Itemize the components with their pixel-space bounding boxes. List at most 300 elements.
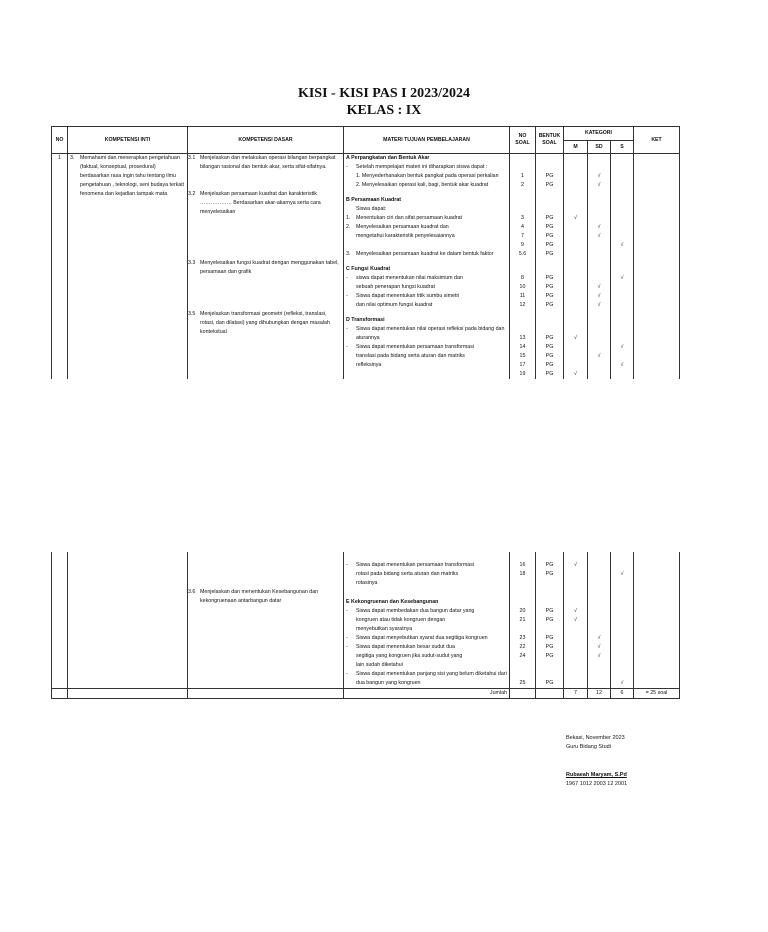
bentuk-soal: PG: [545, 617, 554, 623]
kategori-m-cell: [564, 370, 588, 379]
kategori-m-mark: √: [574, 215, 577, 221]
no-soal: 25: [519, 680, 526, 686]
materi-bullet: -: [346, 275, 348, 281]
ket-cell: [634, 616, 680, 625]
total-empty-no: [52, 689, 68, 699]
materi-text: Siswa dapat menentukan nilai operasi refleksi pada bidang dan aturannya: [356, 326, 505, 341]
materi-cell: [344, 343, 510, 352]
no-soal-cell: [510, 579, 536, 588]
materi-item: [346, 232, 507, 241]
bentuk-soal: PG: [545, 362, 554, 368]
kategori-s-cell: [611, 223, 634, 232]
kategori-s-cell: [611, 205, 634, 214]
materi-cell: [344, 310, 510, 325]
materi-item: [346, 352, 507, 361]
kategori-s-cell: [611, 634, 634, 643]
kategori-sd-mark: √: [597, 182, 601, 188]
no-soal: 14: [519, 344, 526, 350]
materi-item: [346, 292, 507, 301]
kategori-sd-mark: √: [597, 644, 601, 650]
bentuk-soal-cell: [536, 241, 564, 250]
no-soal: 7: [521, 233, 524, 239]
kd-number: 3.3: [188, 260, 196, 266]
materi-cell: [344, 607, 510, 616]
kategori-sd-cell: [588, 223, 611, 232]
kategori-s-cell: [611, 579, 634, 588]
kompetensi-inti-number: 3.: [70, 155, 75, 161]
kategori-m-cell: [564, 214, 588, 223]
bentuk-soal: PG: [545, 608, 554, 614]
no-soal-cell: [510, 190, 536, 205]
kategori-sd-cell: [588, 607, 611, 616]
bentuk-soal: PG: [545, 302, 554, 308]
kategori-sd-cell: [588, 661, 611, 670]
kategori-m-cell: [564, 588, 588, 607]
materi-cell: [344, 232, 510, 241]
no-soal-cell: [510, 616, 536, 625]
kategori-sd-mark: √: [597, 233, 601, 239]
no-soal-cell: [510, 172, 536, 181]
bentuk-soal: PG: [545, 284, 554, 290]
materi-heading: B Persamaan Kuadrat: [346, 197, 402, 203]
kategori-m-cell: [564, 172, 588, 181]
ket-cell: [634, 310, 680, 325]
header-sd: SD: [588, 141, 611, 154]
total-empty-bentuk: [536, 689, 564, 699]
kategori-sd-cell: [588, 343, 611, 352]
kategori-s-cell: [611, 343, 634, 352]
bentuk-soal-cell: [536, 643, 564, 652]
kategori-sd-cell: [588, 301, 611, 310]
no-soal-cell: [510, 223, 536, 232]
bentuk-soal-cell: [536, 561, 564, 570]
bentuk-soal-cell: [536, 310, 564, 325]
total-empty-kd: [188, 689, 344, 699]
materi-bullet: [346, 570, 356, 579]
kategori-sd-cell: [588, 214, 611, 223]
kategori-s-cell: [611, 661, 634, 670]
kategori-m-cell: [564, 343, 588, 352]
kategori-s-cell: [611, 154, 634, 164]
materi-text: siswa dapat menentukan nilai maksimum dan: [356, 275, 463, 281]
materi-text: Siswa dapat menentukan persamaan transformasi: [356, 344, 475, 350]
kategori-sd-cell: [588, 325, 611, 343]
materi-cell: [344, 352, 510, 361]
materi-cell: [344, 561, 510, 570]
materi-cell: [344, 250, 510, 259]
materi-cell: [344, 588, 510, 607]
kategori-sd-mark: √: [597, 302, 601, 308]
kategori-m-cell: [564, 310, 588, 325]
materi-bullet: -: [346, 608, 348, 614]
bentuk-soal-cell: [536, 250, 564, 259]
ket-cell: [634, 325, 680, 343]
no-soal-cell: [510, 670, 536, 689]
materi-cell: [344, 172, 510, 181]
ket-cell: [634, 154, 680, 164]
header-materi: MATERI TUJUAN PEMBELAJARAN: [344, 127, 510, 154]
materi-text: dan nilai optimum fungsi kuadrat: [356, 302, 433, 308]
no-soal-cell: [510, 352, 536, 361]
materi-item: [346, 223, 507, 232]
kategori-m-cell: [564, 241, 588, 250]
no-soal: 1: [521, 173, 524, 179]
no-soal-cell: [510, 310, 536, 325]
bentuk-soal: PG: [545, 644, 554, 650]
materi-cell: [344, 643, 510, 652]
kd-text: Menjelaskan dan melakukan operasi bilangan berpangkat bilangan rasional dan bentuk akar, serta sifat-sifatnya.: [200, 155, 336, 170]
materi-item: [346, 274, 507, 283]
kompetensi-dasar-cell: [188, 259, 344, 310]
kompetensi-inti-cell: [68, 154, 188, 380]
kategori-s-cell: [611, 190, 634, 205]
no-soal: 24: [519, 653, 526, 659]
kategori-s-cell: [611, 616, 634, 625]
materi-cell: [344, 292, 510, 301]
materi-cell: [344, 634, 510, 643]
materi-text: kongruen atau tidak kongruen dengan: [356, 617, 446, 623]
table-row: [52, 154, 680, 164]
materi-text: sebuah penerapan fungsi kuadrat: [356, 284, 435, 290]
bentuk-soal: PG: [545, 233, 554, 239]
materi-text: Siswa dapat menentukan titik sumbu simetri: [356, 293, 460, 299]
ket-cell: [634, 361, 680, 370]
bentuk-soal-cell: [536, 343, 564, 352]
kategori-m-cell: [564, 163, 588, 172]
no-soal-cell: [510, 634, 536, 643]
kategori-sd-mark: √: [597, 284, 601, 290]
total-empty-no-soal: [510, 689, 536, 699]
header-bentuk-soal: BENTUK SOAL: [536, 127, 564, 154]
kategori-s-mark: √: [620, 362, 624, 368]
kd-text: Menjelaskan transformasi geometri (refleksi, translasi, rotasi, dan dilatasi) yang dihubungkan dengan masalah kontekstual: [200, 311, 330, 335]
kategori-sd-cell: [588, 172, 611, 181]
bentuk-soal: PG: [545, 344, 554, 350]
header-no: NO: [52, 127, 68, 154]
ket-cell: [634, 241, 680, 250]
materi-cell: [344, 616, 510, 625]
materi-cell: [344, 205, 510, 214]
ket-cell: [634, 661, 680, 670]
no-soal: 2: [521, 182, 524, 188]
kompetensi-dasar-cell: [188, 190, 344, 259]
kategori-sd-cell: [588, 625, 611, 634]
kategori-sd-cell: [588, 292, 611, 301]
kategori-m-cell: [564, 181, 588, 190]
kategori-sd-cell: [588, 616, 611, 625]
no-soal: 13: [519, 335, 526, 341]
materi-text: Menyelesaikan persamaan kuadrat ke dalam bentuk faktor: [356, 251, 494, 257]
bentuk-soal: PG: [545, 215, 554, 221]
kategori-sd-cell: [588, 163, 611, 172]
kategori-s-mark: √: [620, 242, 624, 248]
materi-bullet: [346, 652, 356, 661]
no-soal-cell: [510, 552, 536, 561]
ket-cell: [634, 205, 680, 214]
kompetensi-dasar: [190, 190, 341, 217]
materi-cell: [344, 579, 510, 588]
materi-text: 2. Menyelesaikan operasi kali, bagi, bentuk akar kuadrat: [356, 182, 489, 188]
no-soal-cell: [510, 259, 536, 274]
kategori-s-cell: [611, 643, 634, 652]
bentuk-soal: PG: [545, 293, 554, 299]
kategori-s-mark: √: [620, 680, 624, 686]
total-m: 7: [564, 689, 588, 699]
materi-bullet: -: [346, 293, 348, 299]
kategori-s-cell: [611, 283, 634, 292]
kategori-m-mark: √: [574, 562, 577, 568]
no-soal-cell: [510, 325, 536, 343]
materi-text: translasi pada bidang serta aturan dan matriks: [356, 353, 465, 359]
no-soal-cell: [510, 301, 536, 310]
kategori-sd-cell: [588, 652, 611, 661]
header-ket: KET: [634, 127, 680, 154]
kategori-m-cell: [564, 652, 588, 661]
kategori-s-cell: [611, 310, 634, 325]
kategori-s-cell: [611, 370, 634, 379]
materi-text: Menentukan ciri dan sifat persamaan kuadrat: [356, 215, 462, 221]
bentuk-soal-cell: [536, 588, 564, 607]
no-soal: 23: [519, 635, 526, 641]
materi-bullet: -: [346, 635, 348, 641]
materi-bullet: 1.: [346, 215, 351, 221]
total-ket: = 25 soal: [634, 689, 680, 699]
header-kategori: KATEGORI: [564, 127, 634, 141]
kategori-sd-cell: [588, 250, 611, 259]
bentuk-soal-cell: [536, 214, 564, 223]
bentuk-soal-cell: [536, 352, 564, 361]
materi-text: Menyelesaikan persamaan kuadrat dan: [356, 224, 449, 230]
bentuk-soal-cell: [536, 361, 564, 370]
bentuk-soal-cell: [536, 607, 564, 616]
kd-text: Menjelaskan persamaan kuadrat dan karakteristik ……………… Berdasarkan akar-akarnya serta cara menyelesaikan: [200, 191, 321, 215]
materi-text: Siswa dapat membedakan dua bangun datar yang: [356, 608, 475, 614]
bentuk-soal-cell: [536, 259, 564, 274]
no-soal-cell: [510, 163, 536, 172]
no-soal: 4: [521, 224, 524, 230]
materi-item: [346, 250, 507, 259]
materi-item: [346, 643, 507, 652]
kategori-sd-cell: [588, 570, 611, 579]
bentuk-soal-cell: [536, 172, 564, 181]
kategori-sd-cell: [588, 361, 611, 370]
no-soal: 8: [521, 275, 524, 281]
kategori-m-cell: [564, 325, 588, 343]
ket-cell: [634, 301, 680, 310]
kategori-m-cell: [564, 259, 588, 274]
header-kompetensi-dasar: KOMPETENSI DASAR: [188, 127, 344, 154]
document-subtitle: KELAS : IX: [346, 103, 422, 118]
kompetensi-inti: [70, 154, 185, 199]
materi-text: rotasinya: [356, 580, 378, 586]
kategori-m-cell: [564, 670, 588, 689]
bentuk-soal-cell: [536, 625, 564, 634]
kategori-s-mark: √: [620, 344, 624, 350]
bentuk-soal-cell: [536, 292, 564, 301]
bentuk-soal: PG: [545, 173, 554, 179]
materi-text: menyebutkan syaratnya: [356, 626, 413, 632]
bentuk-soal: PG: [545, 353, 554, 359]
materi-cell: [344, 190, 510, 205]
no-soal-cell: [510, 241, 536, 250]
materi-cell: [344, 241, 510, 250]
kompetensi-dasar: [190, 259, 341, 277]
materi-item: [346, 283, 507, 292]
no-soal-cell: [510, 283, 536, 292]
no-soal: 19: [519, 371, 526, 377]
kategori-s-cell: [611, 625, 634, 634]
kategori-m-cell: [564, 634, 588, 643]
materi-bullet: [346, 181, 356, 190]
materi-bullet: [346, 579, 356, 588]
no-soal-cell: [510, 181, 536, 190]
materi-item: [346, 301, 507, 310]
kategori-sd-mark: √: [597, 635, 601, 641]
materi-heading: C Fungsi Kuadrat: [346, 266, 391, 272]
bentuk-soal-cell: [536, 634, 564, 643]
ket-cell: [634, 588, 680, 607]
materi-bullet: 3.: [346, 251, 351, 257]
materi-cell: [344, 154, 510, 164]
materi-item: [346, 172, 507, 181]
kategori-sd-cell: [588, 181, 611, 190]
materi-bullet: [346, 283, 356, 292]
kategori-m-cell: [564, 661, 588, 670]
materi-item: [346, 616, 507, 625]
kategori-s-cell: [611, 652, 634, 661]
materi-bullet: -: [346, 671, 348, 677]
kategori-s-cell: [611, 163, 634, 172]
bentuk-soal-cell: [536, 670, 564, 689]
materi-cell: [344, 661, 510, 670]
kategori-sd-cell: [588, 588, 611, 607]
materi-item: [346, 670, 507, 688]
materi-bullet: [346, 616, 356, 625]
kategori-sd-cell: [588, 643, 611, 652]
kisi-table-page-1: [51, 126, 680, 379]
materi-bullet: [346, 352, 356, 361]
materi-bullet: -: [346, 562, 348, 568]
kategori-m-cell: [564, 570, 588, 579]
bentuk-soal-cell: [536, 579, 564, 588]
no-soal-cell: [510, 643, 536, 652]
materi-bullet: [346, 625, 356, 634]
no-soal: 9: [521, 242, 524, 248]
materi-cell: [344, 652, 510, 661]
ket-cell: [634, 214, 680, 223]
materi-bullet: [346, 232, 356, 241]
materi-item: [346, 661, 507, 670]
no-soal-cell: [510, 154, 536, 164]
no-soal-cell: [510, 343, 536, 352]
kategori-sd-cell: [588, 241, 611, 250]
materi-cell: [344, 361, 510, 370]
materi-text: mengetahui karakteristik penyelesaiannya: [356, 233, 455, 239]
materi-cell: [344, 370, 510, 379]
kategori-s-mark: √: [620, 275, 624, 281]
kategori-m-mark: √: [574, 617, 577, 623]
kategori-sd-cell: [588, 205, 611, 214]
materi-cell: [344, 552, 510, 561]
materi-cell: [344, 274, 510, 283]
ket-cell: [634, 561, 680, 570]
bentuk-soal-cell: [536, 661, 564, 670]
kategori-m-cell: [564, 154, 588, 164]
kategori-m-cell: [564, 616, 588, 625]
kategori-s-cell: [611, 561, 634, 570]
no-soal-cell: [510, 661, 536, 670]
no-soal-cell: [510, 570, 536, 579]
kisi-table-page-2: [51, 552, 680, 699]
materi-text: Siswa dapat menentukan persamaan transformasi: [356, 562, 475, 568]
bentuk-soal-cell: [536, 190, 564, 205]
kategori-sd-cell: [588, 232, 611, 241]
ket-cell: [634, 625, 680, 634]
materi-item: [346, 607, 507, 616]
no-soal: 17: [519, 362, 526, 368]
ket-cell: [634, 181, 680, 190]
no-soal: 5.6: [518, 251, 527, 257]
ket-cell: [634, 283, 680, 292]
materi-bullet: [346, 301, 356, 310]
bentuk-soal-cell: [536, 301, 564, 310]
bentuk-soal-cell: [536, 370, 564, 379]
no-soal: 18: [519, 571, 526, 577]
kategori-sd-cell: [588, 154, 611, 164]
ket-cell: [634, 223, 680, 232]
materi-text: rotasi pada bidang serta aturan dan matriks: [356, 571, 459, 577]
kategori-s-cell: [611, 250, 634, 259]
bentuk-soal-cell: [536, 154, 564, 164]
materi-bullet: 2.: [346, 224, 351, 230]
header-no-soal: NO SOAL: [510, 127, 536, 154]
bentuk-soal: PG: [545, 680, 554, 686]
materi-cell: [344, 223, 510, 232]
materi-text: segitiga yang kongruen jika sudut-sudut yang: [356, 653, 463, 659]
materi-text: refleksinya: [356, 362, 382, 368]
sign-name: Rubaeah Maryam, S.Pd: [566, 772, 627, 778]
kategori-sd-cell: [588, 552, 611, 561]
kategori-s-cell: [611, 232, 634, 241]
ket-cell: [634, 634, 680, 643]
kategori-m-mark: √: [574, 371, 577, 377]
kategori-s-cell: [611, 325, 634, 343]
no-soal: 15: [519, 353, 526, 359]
materi-heading: A Perpangkatan dan Bentuk Akar: [346, 155, 430, 161]
kompetensi-inti-cell: [68, 552, 188, 689]
ket-cell: [634, 163, 680, 172]
kompetensi-dasar: [190, 588, 341, 606]
materi-item: [346, 205, 507, 214]
no-soal-cell: [510, 370, 536, 379]
header-kompetensi-inti: KOMPETENSI INTI: [68, 127, 188, 154]
no-soal: 3: [521, 215, 524, 221]
ket-cell: [634, 607, 680, 616]
document-title: KISI - KISI PAS I 2023/2024: [297, 86, 471, 101]
no-soal-cell: [510, 232, 536, 241]
kategori-m-cell: [564, 223, 588, 232]
materi-item: [346, 561, 507, 570]
kategori-s-cell: [611, 241, 634, 250]
bentuk-soal-cell: [536, 652, 564, 661]
no-soal-cell: [510, 205, 536, 214]
kategori-s-cell: [611, 670, 634, 689]
bentuk-soal: PG: [545, 371, 554, 377]
kd-number: 3.6: [188, 589, 196, 595]
kategori-s-mark: √: [620, 571, 624, 577]
no-soal-cell: [510, 607, 536, 616]
kategori-s-cell: [611, 274, 634, 283]
